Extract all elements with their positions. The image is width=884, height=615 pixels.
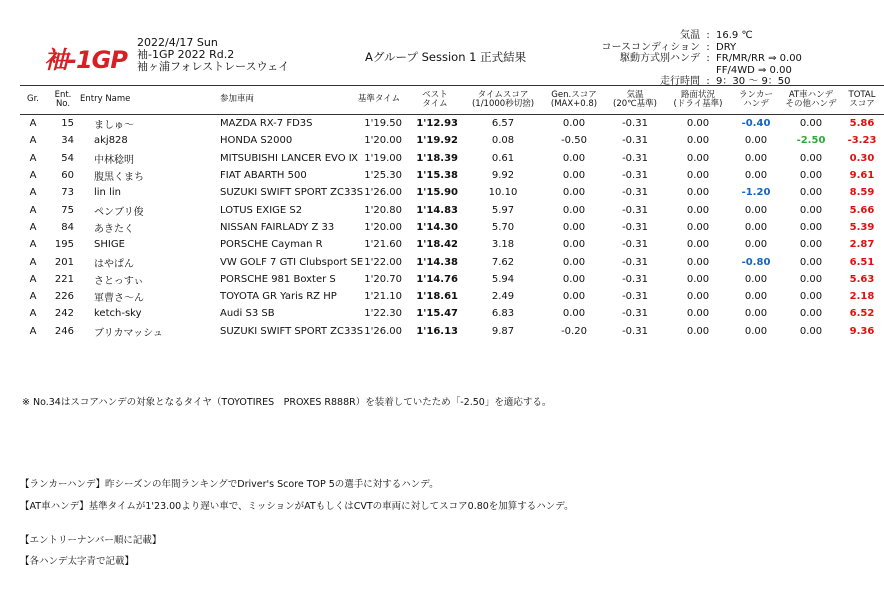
cell-time-score: 6.83: [491, 308, 515, 320]
table-row: [20, 184, 884, 201]
cell-gen-score: 0.00: [562, 221, 586, 233]
condition-row: [592, 65, 802, 77]
cell-road: 0.00: [686, 135, 710, 147]
conditions-panel: [592, 30, 802, 88]
cell-at-handicap: 0.00: [799, 256, 823, 268]
cell-at-handicap: 0.00: [799, 291, 823, 303]
cell-entry-no: 75: [61, 204, 74, 216]
condition-row: 気温 : 16.9 ℃: [592, 30, 802, 42]
cell-base-time: 1'20.00: [364, 135, 402, 147]
cell-entry-name: ブリカマッシュ: [94, 327, 163, 339]
cell-gr: A: [29, 187, 37, 199]
table-row: [20, 288, 884, 305]
col-base-time: 基準タイム: [350, 86, 408, 115]
cell-total: 6.51: [849, 256, 875, 268]
legend-order: 【エントリーナンバー順に記載】: [20, 535, 162, 546]
cell-car: SUZUKI SWIFT SPORT ZC33S: [220, 325, 364, 337]
event-round: 袖-1GP 2022 Rd.2: [137, 48, 235, 61]
cell-total: 2.87: [849, 239, 875, 251]
cell-ranker: 0.00: [744, 221, 768, 233]
cell-temp: -0.31: [622, 256, 648, 268]
condition-key: 気温: [680, 30, 700, 41]
cell-at-handicap: 0.00: [799, 204, 823, 216]
cell-car: HONDA S2000: [220, 135, 293, 147]
cell-base-time: 1'19.00: [364, 152, 402, 164]
cell-car: SUZUKI SWIFT SPORT ZC33S: [220, 187, 364, 199]
cell-at-handicap: 0.00: [799, 308, 823, 320]
cell-entry-name: ketch-sky: [94, 308, 142, 320]
cell-gr: A: [29, 239, 37, 251]
cell-gr: A: [29, 152, 37, 164]
condition-row: 駆動方式別ハンデ : FR/MR/RR ⇒ 0.00: [592, 53, 802, 65]
cell-entry-no: 242: [54, 308, 74, 320]
cell-best-time: 1'15.47: [416, 308, 458, 320]
table-row: [20, 323, 884, 340]
table-row: [20, 271, 884, 288]
cell-entry-no: 226: [54, 291, 74, 303]
condition-key: 走行時間: [660, 76, 700, 87]
cell-best-time: 1'12.93: [416, 118, 458, 130]
table-row: [20, 305, 884, 322]
cell-best-time: 1'14.30: [416, 221, 458, 233]
results-table: [20, 85, 884, 340]
event-date: 2022/4/17 Sun: [137, 36, 218, 49]
cell-ranker: -0.40: [741, 118, 771, 130]
cell-temp: -0.31: [622, 204, 648, 216]
cell-gr: A: [29, 325, 37, 337]
cell-road: 0.00: [686, 170, 710, 182]
cell-ranker: 0.00: [744, 308, 768, 320]
cell-car: VW GOLF 7 GTI Clubsport SE: [220, 256, 364, 268]
cell-time-score: 10.10: [488, 187, 518, 199]
cell-car: TOYOTA GR Yaris RZ HP: [220, 291, 337, 303]
cell-temp: -0.31: [622, 273, 648, 285]
cell-best-time: 1'15.38: [416, 170, 458, 182]
cell-temp: -0.31: [622, 135, 648, 147]
cell-time-score: 0.61: [491, 152, 515, 164]
col-at-handicap: AT車ハンデ その他ハンデ: [782, 86, 840, 115]
cell-time-score: 6.57: [491, 118, 515, 130]
cell-entry-no: 84: [61, 221, 74, 233]
cell-temp: -0.31: [622, 325, 648, 337]
cell-total: 6.52: [849, 308, 875, 320]
cell-road: 0.00: [686, 152, 710, 164]
condition-key: 駆動方式別ハンデ: [620, 53, 700, 64]
condition-row: コースコンディション : DRY: [592, 42, 802, 54]
cell-temp: -0.31: [622, 170, 648, 182]
col-road: 路面状況 (ドライ基準): [666, 86, 730, 115]
table-header-row: [20, 86, 884, 115]
cell-base-time: 1'20.80: [364, 204, 402, 216]
cell-base-time: 1'22.00: [364, 256, 402, 268]
col-entry-no: Ent. No.: [46, 86, 80, 115]
cell-gen-score: 0.00: [562, 256, 586, 268]
cell-best-time: 1'18.42: [416, 239, 458, 251]
table-row: [20, 150, 884, 167]
cell-gr: A: [29, 170, 37, 182]
cell-gen-score: 0.00: [562, 152, 586, 164]
condition-value: 16.9 ℃: [716, 30, 753, 41]
condition-key: [592, 65, 700, 77]
cell-total: -3.23: [847, 135, 877, 147]
legend-style: 【各ハンデ太字青で記載】: [20, 556, 135, 567]
cell-base-time: 1'19.50: [364, 118, 402, 130]
event-info: [137, 37, 289, 73]
cell-time-score: 0.08: [491, 135, 515, 147]
cell-entry-name: 軍曹さ～ん: [94, 293, 144, 305]
cell-car: Audi S3 SB: [220, 308, 275, 320]
cell-time-score: 3.18: [491, 239, 515, 251]
cell-ranker: 0.00: [744, 204, 768, 216]
event-venue: 袖ヶ浦フォレストレースウェイ: [137, 60, 290, 73]
cell-car: PORSCHE Cayman R: [220, 239, 323, 251]
col-gr: Gr.: [20, 86, 46, 115]
condition-value: FF/4WD ⇒ 0.00: [716, 64, 792, 76]
cell-base-time: 1'22.30: [364, 308, 402, 320]
cell-base-time: 1'21.10: [364, 291, 402, 303]
event-logo: 袖-1GP: [44, 46, 127, 74]
cell-entry-name: SHIGE: [94, 239, 125, 251]
cell-entry-name: ましゅ～: [94, 120, 134, 132]
cell-gen-score: 0.00: [562, 308, 586, 320]
cell-entry-name: はやぱん: [94, 258, 134, 270]
cell-road: 0.00: [686, 308, 710, 320]
cell-temp: -0.31: [622, 291, 648, 303]
table-row: [20, 201, 884, 218]
cell-time-score: 9.87: [491, 325, 515, 337]
cell-entry-name: ペンブリ俊: [94, 206, 144, 218]
cell-ranker: 0.00: [744, 239, 768, 251]
table-row: [20, 132, 884, 149]
cell-entry-no: 34: [61, 135, 74, 147]
cell-entry-no: 60: [61, 170, 74, 182]
cell-car: MITSUBISHI LANCER EVO Ⅸ: [220, 152, 358, 164]
cell-road: 0.00: [686, 291, 710, 303]
cell-ranker: 0.00: [744, 170, 768, 182]
cell-ranker: 0.00: [744, 273, 768, 285]
cell-base-time: 1'26.00: [364, 325, 402, 337]
cell-road: 0.00: [686, 325, 710, 337]
cell-total: 5.39: [849, 221, 875, 233]
cell-ranker: -1.20: [741, 187, 771, 199]
cell-temp: -0.31: [622, 221, 648, 233]
cell-total: 9.36: [849, 325, 875, 337]
cell-at-handicap: 0.00: [799, 273, 823, 285]
cell-time-score: 9.92: [491, 170, 515, 182]
cell-entry-name: 中林稔明: [94, 154, 134, 166]
cell-entry-name: あきたく: [94, 223, 134, 235]
cell-time-score: 5.94: [491, 273, 515, 285]
cell-ranker: -0.80: [741, 256, 771, 268]
table-row: [20, 236, 884, 253]
cell-best-time: 1'14.38: [416, 256, 458, 268]
cell-base-time: 1'20.70: [364, 273, 402, 285]
col-best-time: ベスト タイム: [408, 86, 462, 115]
cell-best-time: 1'19.92: [416, 135, 458, 147]
cell-at-handicap: 0.00: [799, 325, 823, 337]
cell-best-time: 1'18.61: [416, 291, 458, 303]
cell-ranker: 0.00: [744, 152, 768, 164]
condition-value: DRY: [716, 41, 737, 53]
cell-at-handicap: -2.50: [796, 135, 826, 147]
cell-at-handicap: 0.00: [799, 239, 823, 251]
cell-temp: -0.31: [622, 308, 648, 320]
cell-road: 0.00: [686, 256, 710, 268]
cell-total: 8.59: [849, 187, 875, 199]
cell-road: 0.00: [686, 273, 710, 285]
cell-entry-no: 246: [54, 325, 74, 337]
cell-time-score: 7.62: [491, 256, 515, 268]
cell-gr: A: [29, 204, 37, 216]
cell-road: 0.00: [686, 221, 710, 233]
cell-gr: A: [29, 291, 37, 303]
table-row: [20, 167, 884, 184]
cell-entry-no: 201: [54, 256, 74, 268]
col-temp: 気温 (20℃基準): [604, 86, 666, 115]
cell-gr: A: [29, 135, 37, 147]
cell-gen-score: 0.00: [562, 187, 586, 199]
cell-base-time: 1'26.00: [364, 187, 402, 199]
cell-entry-name: lin lin: [94, 187, 121, 199]
cell-gen-score: 0.00: [562, 273, 586, 285]
cell-gr: A: [29, 118, 37, 130]
cell-ranker: 0.00: [744, 325, 768, 337]
cell-entry-no: 195: [54, 239, 74, 251]
cell-temp: -0.31: [622, 152, 648, 164]
cell-gen-score: -0.50: [561, 135, 587, 147]
cell-entry-name: akj828: [94, 135, 128, 147]
cell-time-score: 5.97: [491, 204, 515, 216]
cell-best-time: 1'18.39: [416, 152, 458, 164]
cell-gen-score: -0.20: [561, 325, 587, 337]
cell-temp: -0.31: [622, 239, 648, 251]
cell-gen-score: 0.00: [562, 118, 586, 130]
cell-ranker: 0.00: [744, 135, 768, 147]
col-total: TOTAL スコア: [840, 86, 884, 115]
cell-entry-no: 15: [61, 118, 74, 130]
cell-total: 2.18: [849, 291, 875, 303]
cell-gen-score: 0.00: [562, 239, 586, 251]
col-time-score: タイムスコア (1/1000秒切捨): [462, 86, 544, 115]
table-row: [20, 219, 884, 236]
cell-road: 0.00: [686, 204, 710, 216]
cell-gen-score: 0.00: [562, 170, 586, 182]
tire-note: ※ No.34はスコアハンデの対象となるタイヤ（TOYOTIRES PROXES R888R）を装着していたため「-2.50」を適応する。: [22, 397, 552, 408]
cell-ranker: 0.00: [744, 291, 768, 303]
condition-key: コースコンディション: [601, 41, 700, 53]
cell-at-handicap: 0.00: [799, 187, 823, 199]
page-title: Aグループ Session 1 正式結果: [365, 50, 527, 64]
col-entry-name: Entry Name: [80, 86, 184, 115]
cell-total: 5.63: [849, 273, 875, 285]
condition-value: FR/MR/RR ⇒ 0.00: [716, 53, 802, 64]
table-row: [20, 253, 884, 270]
cell-temp: -0.31: [622, 187, 648, 199]
table-row: [20, 115, 884, 133]
cell-total: 5.66: [849, 204, 875, 216]
cell-gr: A: [29, 221, 37, 233]
cell-entry-name: 腹黒くまち: [94, 172, 144, 184]
col-car: 参加車両: [184, 86, 350, 115]
cell-car: PORSCHE 981 Boxter S: [220, 273, 336, 285]
cell-car: FIAT ABARTH 500: [220, 170, 307, 182]
legend-ranker: 【ランカーハンデ】昨シーズンの年間ランキングでDriver's Score TOP 5の選手に対するハンデ。: [20, 479, 439, 490]
cell-road: 0.00: [686, 187, 710, 199]
cell-best-time: 1'14.76: [416, 273, 458, 285]
cell-total: 5.86: [849, 118, 875, 130]
cell-total: 9.61: [849, 170, 875, 182]
cell-road: 0.00: [686, 239, 710, 251]
cell-car: NISSAN FAIRLADY Z 33: [220, 221, 335, 233]
cell-at-handicap: 0.00: [799, 118, 823, 130]
cell-base-time: 1'20.00: [364, 221, 402, 233]
cell-gr: A: [29, 308, 37, 320]
cell-entry-name: さとっすぃ: [94, 275, 144, 287]
cell-gr: A: [29, 256, 37, 268]
cell-car: MAZDA RX-7 FD3S: [220, 118, 313, 130]
cell-base-time: 1'25.30: [364, 170, 402, 182]
cell-entry-no: 221: [54, 273, 74, 285]
cell-total: 0.30: [849, 152, 875, 164]
cell-best-time: 1'15.90: [416, 187, 458, 199]
cell-car: LOTUS EXIGE S2: [220, 204, 303, 216]
cell-temp: -0.31: [622, 118, 648, 130]
cell-time-score: 5.70: [491, 221, 515, 233]
condition-value: 9：30 ～ 9：50: [716, 76, 791, 87]
cell-at-handicap: 0.00: [799, 221, 823, 233]
cell-entry-no: 73: [61, 187, 74, 199]
cell-at-handicap: 0.00: [799, 170, 823, 182]
cell-best-time: 1'14.83: [416, 204, 458, 216]
cell-gen-score: 0.00: [562, 204, 586, 216]
cell-entry-no: 54: [61, 152, 74, 164]
cell-at-handicap: 0.00: [799, 152, 823, 164]
col-gen-score: Gen.スコア (MAX+0.8): [544, 86, 604, 115]
col-ranker: ランカー ハンデ: [730, 86, 782, 115]
cell-base-time: 1'21.60: [364, 239, 402, 251]
cell-gr: A: [29, 273, 37, 285]
cell-road: 0.00: [686, 118, 710, 130]
cell-gen-score: 0.00: [562, 291, 586, 303]
condition-row: 走行時間 : 9：30 ～ 9：50: [592, 76, 802, 88]
legend-at: 【AT車ハンデ】基準タイムが1'23.00より遅い車で、ミッションがATもしくはCVTの車両に対してスコア0.80を加算するハンデ。: [20, 501, 574, 512]
cell-best-time: 1'16.13: [416, 325, 458, 337]
cell-time-score: 2.49: [491, 291, 515, 303]
